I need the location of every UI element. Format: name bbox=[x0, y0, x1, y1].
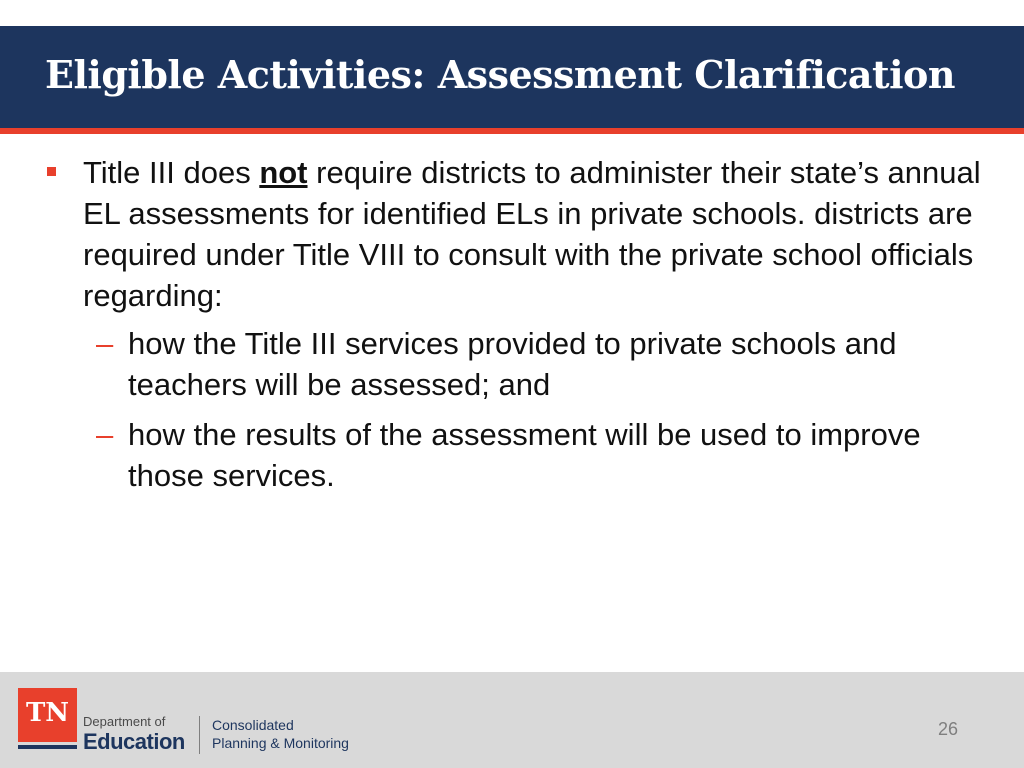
education-label: Education bbox=[83, 729, 185, 754]
sub-bullet-item bbox=[42, 414, 982, 496]
main-bullet bbox=[42, 152, 982, 316]
dash-bullet-icon: – bbox=[96, 326, 114, 361]
page-number: 26 bbox=[938, 719, 959, 739]
sub-bullet-text: how the Title III services provided to private schools and teachers will be assessed; and bbox=[128, 326, 897, 402]
footer-divider bbox=[199, 716, 200, 754]
dash-bullet-icon: – bbox=[96, 417, 114, 452]
sub-bullet-item bbox=[42, 323, 982, 405]
square-bullet-icon bbox=[47, 167, 56, 176]
bullet-emphasis: not bbox=[259, 155, 308, 190]
tn-logo-text: TN bbox=[25, 698, 70, 728]
bullet-text-before: Title III does bbox=[83, 155, 260, 190]
tn-logo bbox=[18, 688, 77, 752]
office-name-line1: Consolidated bbox=[212, 717, 294, 733]
slide-body bbox=[42, 152, 982, 505]
slide-title: Eligible Activities: Assessment Clarification bbox=[45, 52, 955, 97]
office-name-line2: Planning & Monitoring bbox=[212, 735, 349, 751]
tn-logo-stripe bbox=[18, 745, 77, 749]
sub-bullet-text: how the results of the assessment will be used to improve those services. bbox=[128, 417, 921, 493]
bullet-text-after: require districts to administer their state’s annual EL assessments for identified ELs in private schools. districts are required under Title VIII to consult with the private school officials regarding: bbox=[83, 155, 981, 313]
sub-bullet-list bbox=[42, 323, 982, 496]
department-of-label: Department of bbox=[83, 714, 166, 729]
